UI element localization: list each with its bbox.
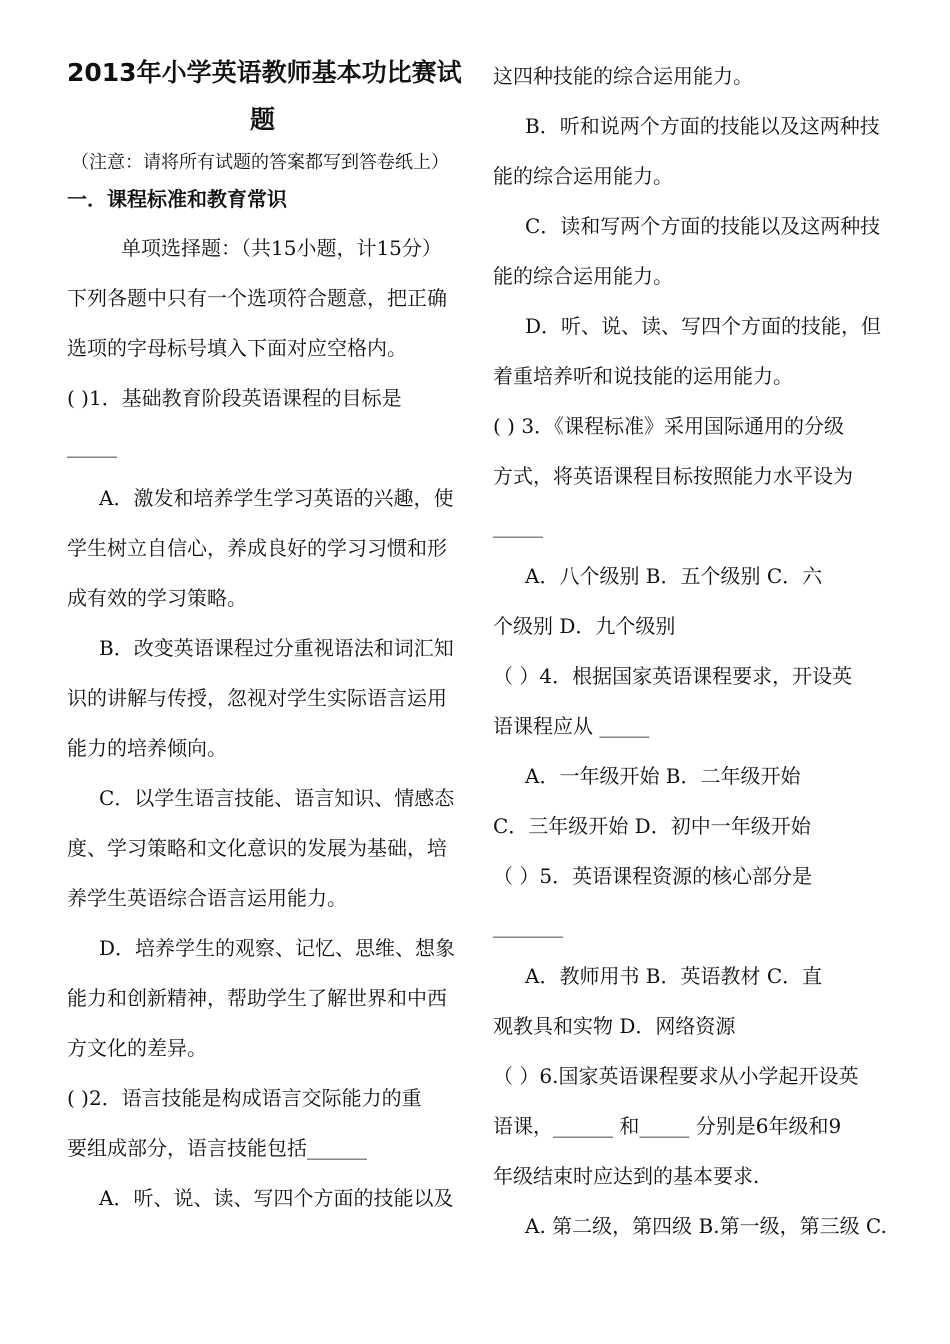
left-line-q1b2: 识的讲解与传授，忽视对学生实际语言运用	[67, 686, 447, 710]
left-line-q1a3: 成有效的学习策略。	[67, 586, 247, 610]
right-line-r21: （ ）6.国家英语课程要求从小学起开设英	[493, 1064, 859, 1088]
right-line-r9: 方式，将英语课程目标按照能力水平设为	[493, 464, 853, 488]
right-line-r5: 能的综合运用能力。	[493, 264, 673, 288]
right-line-r18: _______	[493, 914, 563, 938]
left-line-title1: 2013年小学英语教师基本功比赛试	[67, 58, 462, 87]
right-line-r3: 能的综合运用能力。	[493, 164, 673, 188]
right-line-r13: （ ）4．根据国家英语课程要求，开设英	[493, 664, 853, 688]
left-line-q1c3: 养学生英语综合语言运用能力。	[67, 886, 347, 910]
left-line-q2: ( )2．语言技能是构成语言交际能力的重	[67, 1086, 422, 1110]
right-line-r16: C．三年级开始 D．初中一年级开始	[493, 814, 811, 838]
right-line-r24: A. 第二级，第四级 B.第一级，第三级 C.	[525, 1214, 887, 1238]
left-line-q1a1: A．激发和培养学生学习英语的兴趣，使	[99, 486, 454, 510]
left-line-title2: 题	[250, 105, 276, 134]
right-line-r19: A．教师用书 B．英语教材 C．直	[525, 964, 823, 988]
left-line-q1c1: C．以学生语言技能、语言知识、情感态	[99, 786, 455, 810]
right-line-r14: 语课程应从 _____	[493, 714, 650, 738]
right-line-r22: 语课，______ 和_____ 分别是6年级和9	[493, 1114, 842, 1138]
left-line-note: （注意：请将所有试题的答案都写到答卷纸上）	[71, 152, 449, 173]
right-line-r4: C．读和写两个方面的技能以及这两种技	[525, 214, 881, 238]
right-line-r6: D．听、说、读、写四个方面的技能，但	[525, 314, 882, 338]
right-line-r12: 个级别 D．九个级别	[493, 614, 676, 638]
left-line-l1: 单项选择题：（共15小题，计15分）	[121, 236, 442, 260]
left-line-q1d2: 能力和创新精神，帮助学生了解世界和中西	[67, 986, 447, 1010]
right-line-r8: ( ) 3．《课程标准》采用国际通用的分级	[493, 414, 845, 438]
right-line-r15: A．一年级开始 B．二年级开始	[525, 764, 801, 788]
left-line-q2b: 要组成部分，语言技能包括______	[67, 1136, 367, 1160]
right-line-r17: （ ）5．英语课程资源的核心部分是	[493, 864, 813, 888]
right-line-r2: B．听和说两个方面的技能以及这两种技	[525, 114, 880, 138]
left-line-l2: 下列各题中只有一个选项符合题意，把正确	[67, 286, 447, 310]
left-line-q1c2: 度、学习策略和文化意识的发展为基础，培	[67, 836, 447, 860]
right-line-r1: 这四种技能的综合运用能力。	[493, 64, 753, 88]
right-line-r11: A．八个级别 B．五个级别 C．六	[525, 564, 823, 588]
right-line-r23: 年级结束时应达到的基本要求.	[493, 1164, 760, 1188]
left-line-q1: ( )1．基础教育阶段英语课程的目标是	[67, 386, 402, 410]
left-line-q1b3: 能力的培养倾向。	[67, 736, 227, 760]
left-line-section1: 一．课程标准和教育常识	[67, 187, 287, 211]
left-line-q1blank: _____	[67, 434, 117, 458]
left-line-q1a2: 学生树立自信心，养成良好的学习习惯和形	[67, 536, 447, 560]
left-line-q1d3: 方文化的差异。	[67, 1036, 207, 1060]
left-line-l3: 选项的字母标号填入下面对应空格内。	[67, 336, 407, 360]
right-line-r10: _____	[493, 514, 543, 538]
left-line-q1d1: D．培养学生的观察、记忆、思维、想象	[99, 936, 456, 960]
right-line-r20: 观教具和实物 D．网络资源	[493, 1014, 736, 1038]
left-line-q2a1: A．听、说、读、写四个方面的技能以及	[99, 1186, 454, 1210]
right-line-r7: 着重培养听和说技能的运用能力。	[493, 364, 793, 388]
left-line-q1b1: B．改变英语课程过分重视语法和词汇知	[99, 636, 454, 660]
